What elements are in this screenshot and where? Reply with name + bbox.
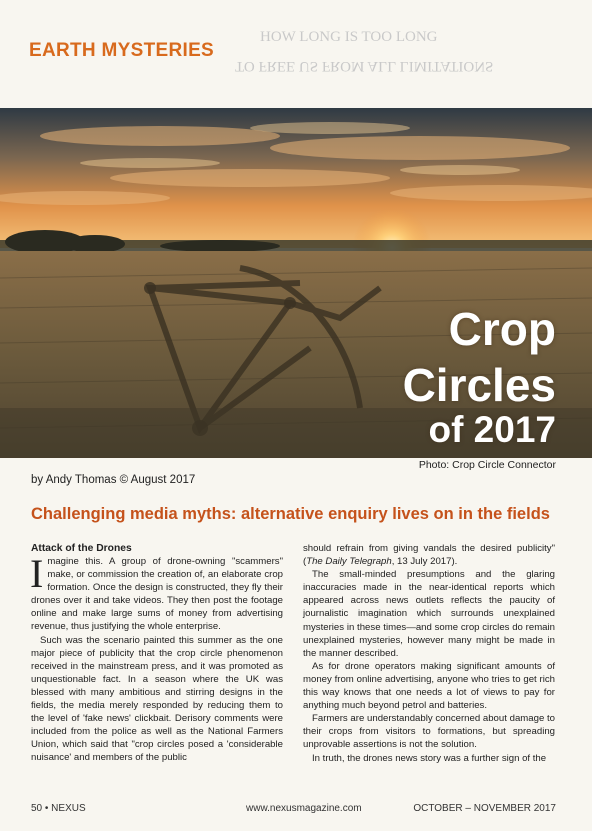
paragraph-7: In truth, the drones news story was a further sign of the [312,752,547,764]
bleed-line-2: TO FREE US FROM ALL LIMITATIONS [235,58,494,74]
paragraph-3-end: , 13 July 2017). [391,556,458,568]
paragraph-2: Such was the scenario painted this summer as the one major piece of publicity that the crop circle phenomenon received in the mainstream press, and it was promoted as unquestionable fact. In a season where the UK was blessed with many ambitious and stirring designs in the fields, the media merely responded by reducing them to the level of 'fake news' clickbait. Derisory comments were included from the police as well as the National Farmers Union, which said that "crop circles posed a 'considerable nuisance' and members of the public [31,634,283,764]
subheading: Attack of the Drones [31,543,132,554]
drop-cap: I [30,551,44,596]
title-line-circles: Circles [402,359,556,411]
section-label: EARTH MYSTERIES [29,40,215,61]
photo-credit: Photo: Crop Circle Connector [418,459,556,471]
footer-website: www.nexusmagazine.com [246,803,362,814]
title-line-crop: Crop [448,303,556,355]
footer-page-number: 50 • NEXUS [31,803,86,814]
left-column [31,542,283,765]
title-line-year: of 2017 [428,409,556,450]
hero-photo [0,108,592,458]
paragraph-6: Farmers are understandably concerned about damage to their crops from visitors to formations, but spreading unprovable assertions is not the solution. [303,713,555,751]
paragraph-1 [30,551,283,634]
paragraph-1-text: magine this. A group of drone-owning "scammers" make, or commission the creation of, an elaborate crop formation. Once the design is constructed, they fly their drones over it and take videos. They then post the footage online and make large sums of money from advertising revenue, thus justifying the whole enterprise. [31,556,283,633]
article-headline: Challenging media myths: alternative enquiry lives on in the fields [31,505,550,523]
byline: by Andy Thomas © August 2017 [31,474,196,486]
bleed-line-1: HOW LONG IS TOO LONG [260,29,438,45]
paragraph-5: As for drone operators making significant amounts of money from online advertising, anyone who tries to get rich this way knows that one needs a lot of views to pay for anything much beyond petrol and batteries. [303,660,555,712]
paragraph-4: The small-minded presumptions and the glaring inaccuracies made in the near-identical reports which appeared across news outlets reflects the paucity of journalistic imagination which surrounds unexplained mysteries in these times—and some crop circles do remain unexplained mysteries, however many might be made in the manner described. [303,569,555,659]
right-column [303,542,555,765]
paragraph-3-source: The Daily Telegraph [306,556,392,568]
paragraph-3 [303,542,555,568]
paragraph-3-start: should refrain from giving vandals the desired publicity" ( [303,543,555,568]
footer-issue-date: OCTOBER – NOVEMBER 2017 [413,803,556,814]
